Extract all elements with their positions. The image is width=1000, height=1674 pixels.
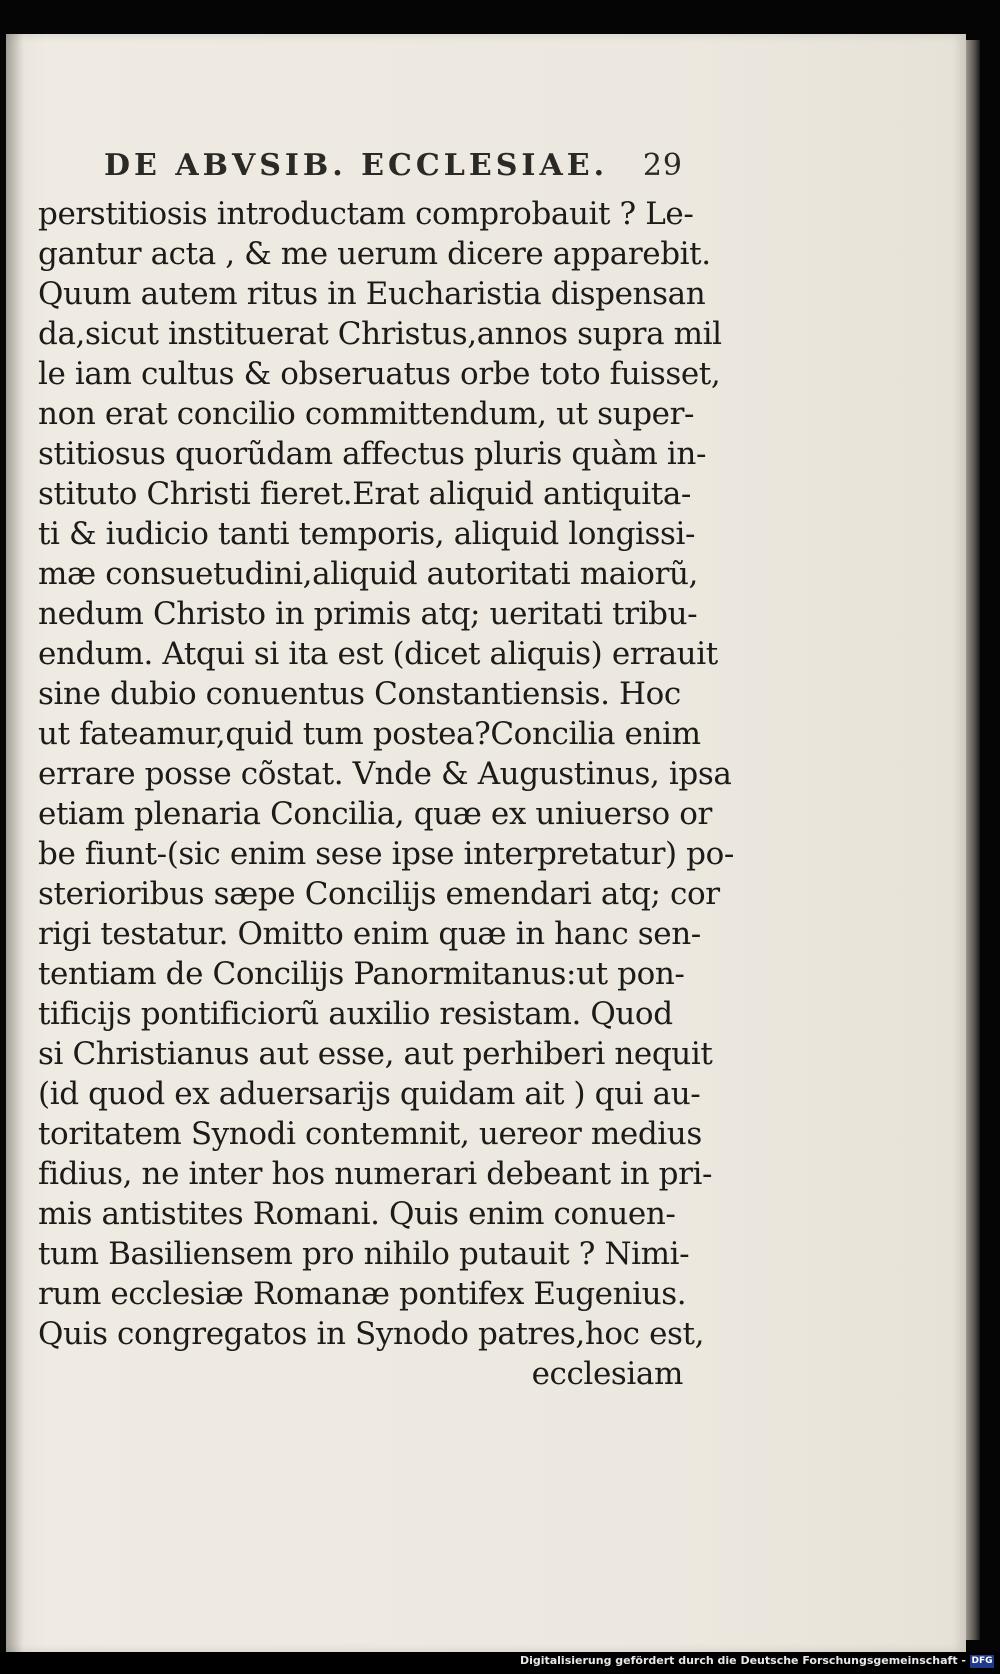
text-line: ti & iudicio tanti temporis, aliquid longissi- <box>38 516 696 552</box>
footer-credit: Digitalisierung gefördert durch die Deutsche Forschungsgemeinschaft - <box>519 1654 966 1667</box>
text-line: toritatem Synodi contemnit, uereor medius <box>38 1116 702 1152</box>
text-line: non erat concilio committendum, ut super- <box>38 396 695 432</box>
text-line: gantur acta , & me uerum dicere apparebit. <box>38 236 711 272</box>
body-text <box>38 194 734 1354</box>
gutter-shadow <box>6 34 24 1652</box>
text-line: si Christianus aut esse, aut perhiberi nequit <box>38 1036 713 1072</box>
text-line: rum ecclesiæ Romanæ pontifex Eugenius. <box>38 1276 687 1312</box>
text-line: be fiunt-(sic enim sese ipse interpretatur) po- <box>38 836 734 872</box>
text-line: sine dubio conuentus Constantiensis. Hoc <box>38 676 681 712</box>
text-line: rigi testatur. Omitto enim quæ in hanc sen- <box>38 916 701 952</box>
text-line: tum Basiliensem pro nihilo putauit ? Nimi- <box>38 1236 690 1272</box>
text-line: le iam cultus & obseruatus orbe toto fuisset, <box>38 356 721 392</box>
text-line: (id quod ex aduersarijs quidam ait ) qui au- <box>38 1076 701 1112</box>
text-line: Quum autem ritus in Eucharistia dispensan <box>38 276 706 312</box>
folio-number: 29 <box>642 148 683 183</box>
text-line: ut fateamur,quid tum postea?Concilia enim <box>38 716 701 752</box>
running-title: DE ABVSIB. ECCLESIAE. <box>104 148 609 183</box>
text-line: sterioribus sæpe Concilijs emendari atq; cor <box>38 876 720 912</box>
dfg-logo: DFG <box>971 1656 993 1666</box>
text-line: stitiosus quorũdam affectus pluris quàm in- <box>38 436 707 472</box>
text-line: stituto Christi fieret.Erat aliquid antiquita- <box>38 476 691 512</box>
catchword: ecclesiam <box>531 1356 683 1392</box>
text-block <box>38 148 734 1394</box>
text-line: tificijs pontificiorũ auxilio resistam. Quod <box>38 996 673 1032</box>
page-edge <box>966 40 980 1640</box>
text-line: etiam plenaria Concilia, quæ ex uniuerso or <box>38 796 712 832</box>
text-line: nedum Christo in primis atq; ueritati tribu- <box>38 596 698 632</box>
text-line: mis antistites Romani. Quis enim conuen- <box>38 1196 676 1232</box>
text-line: perstitiosis introductam comprobauit ? Le- <box>38 196 694 232</box>
text-line: mæ consuetudini,aliquid autoritati maiorũ, <box>38 556 699 592</box>
text-line: Quis congregatos in Synodo patres,hoc est, <box>38 1316 705 1352</box>
text-line: errare posse cõstat. Vnde & Augustinus, ipsa <box>38 756 732 792</box>
text-line: endum. Atqui si ita est (dicet aliquis) errauit <box>38 636 718 672</box>
text-line: tentiam de Concilijs Panormitanus:ut pon- <box>38 956 685 992</box>
text-line: fidius, ne inter hos numerari debeant in pri- <box>38 1156 713 1192</box>
text-line: da,sicut instituerat Christus,annos supra mil <box>38 316 722 352</box>
page-header <box>104 148 683 188</box>
